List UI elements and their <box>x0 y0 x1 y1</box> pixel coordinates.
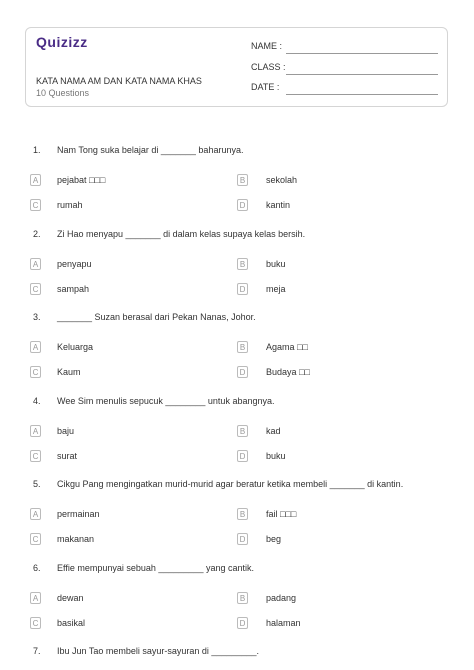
option-letter-box: B <box>237 341 248 353</box>
option-letter-box: D <box>237 199 248 211</box>
option-letter-box: C <box>30 366 41 378</box>
option-text: Agama □□ <box>266 342 308 352</box>
option-letter-box: B <box>237 425 248 437</box>
option-letter-box: B <box>237 592 248 604</box>
option-text: kantin <box>266 200 291 210</box>
option-text: buku <box>266 259 286 269</box>
option-text: sekolah <box>266 175 298 185</box>
quizizz-logo: Quizizz <box>36 34 88 50</box>
question-count: 10 Questions <box>36 88 90 98</box>
option-letter-box: C <box>30 450 41 462</box>
option-letter-box: D <box>237 366 248 378</box>
option-letter-box: C <box>30 199 41 211</box>
question-text: Ibu Jun Tao membeli sayur-sayuran di _________. <box>57 646 259 656</box>
question-number: 2. <box>33 229 41 239</box>
option-text: fail □□□ <box>266 509 297 519</box>
question-number: 6. <box>33 563 41 573</box>
option-text: makanan <box>57 534 95 544</box>
name-line <box>286 53 438 54</box>
option-letter-box: D <box>237 617 248 629</box>
option-text: Kaum <box>57 367 81 377</box>
worksheet-title: KATA NAMA AM DAN KATA NAMA KHAS <box>36 76 202 86</box>
question-text: Zi Hao menyapu _______ di dalam kelas supaya kelas bersih. <box>57 229 306 239</box>
question-number: 1. <box>33 145 41 155</box>
option-text: pejabat □□□ <box>57 175 106 185</box>
question-number: 7. <box>33 646 41 656</box>
option-letter-box: A <box>30 425 41 437</box>
option-letter-box: A <box>30 341 41 353</box>
question-text: _______ Suzan berasal dari Pekan Nanas, Johor. <box>57 312 256 322</box>
option-text: halaman <box>266 618 301 628</box>
option-letter-box: B <box>237 174 248 186</box>
option-text: Keluarga <box>57 342 94 352</box>
question-number: 4. <box>33 396 41 406</box>
option-letter-box: D <box>237 450 248 462</box>
option-text: kad <box>266 426 281 436</box>
question-text: Nam Tong suka belajar di _______ baharunya. <box>57 145 244 155</box>
question-text: Wee Sim menulis sepucuk ________ untuk abangnya. <box>57 396 275 406</box>
question-text: Cikgu Pang mengingatkan murid-murid agar beratur ketika membeli _______ di kantin. <box>57 479 404 489</box>
question-number: 3. <box>33 312 41 322</box>
option-text: permainan <box>57 509 100 519</box>
option-text: Budaya □□ <box>266 367 310 377</box>
option-text: penyapu <box>57 259 92 269</box>
question-text: Effie mempunyai sebuah _________ yang cantik. <box>57 563 254 573</box>
class-label: CLASS : <box>251 62 286 72</box>
option-letter-box: D <box>237 533 248 545</box>
option-letter-box: A <box>30 174 41 186</box>
option-text: beg <box>266 534 282 544</box>
option-text: rumah <box>57 200 83 210</box>
name-label: NAME : <box>251 41 283 51</box>
option-letter-box: A <box>30 508 41 520</box>
class-line <box>286 74 438 75</box>
option-text: padang <box>266 593 297 603</box>
option-letter-box: B <box>237 258 248 270</box>
option-text: buku <box>266 451 286 461</box>
option-text: dewan <box>57 593 84 603</box>
date-label: DATE : <box>251 82 280 92</box>
date-line <box>286 94 438 95</box>
question-number: 5. <box>33 479 41 489</box>
option-letter-box: C <box>30 617 41 629</box>
option-letter-box: C <box>30 283 41 295</box>
option-letter-box: D <box>237 283 248 295</box>
option-text: surat <box>57 451 78 461</box>
option-text: baju <box>57 426 75 436</box>
option-letter-box: A <box>30 258 41 270</box>
option-text: sampah <box>57 284 90 294</box>
option-letter-box: A <box>30 592 41 604</box>
option-letter-box: C <box>30 533 41 545</box>
option-text: meja <box>266 284 286 294</box>
option-text: basikal <box>57 618 86 628</box>
option-letter-box: B <box>237 508 248 520</box>
